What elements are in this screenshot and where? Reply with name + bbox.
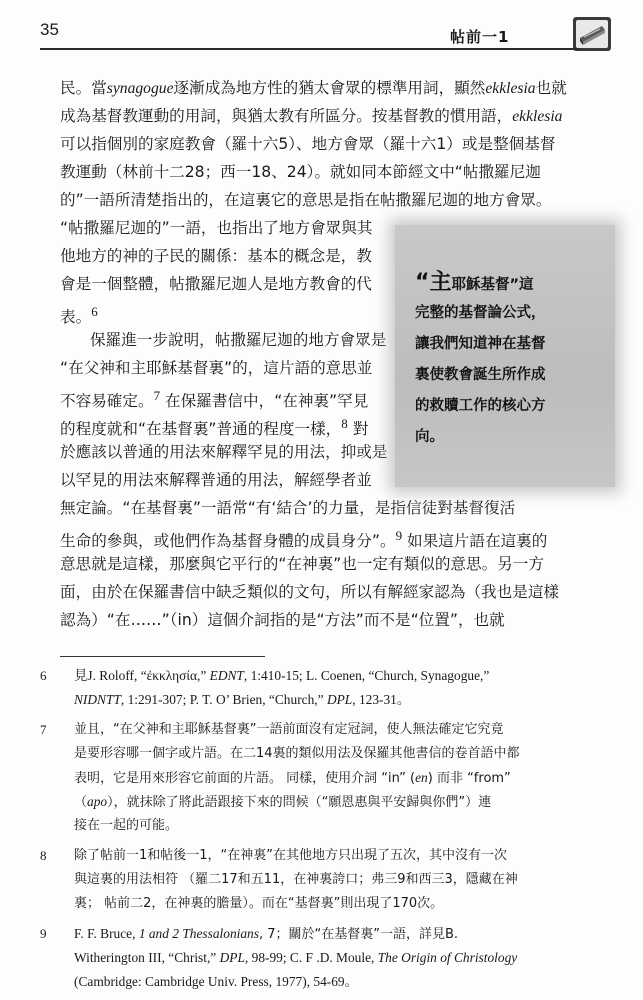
footnote-number: 9 — [40, 926, 47, 941]
body-line: 教運動（林前十二28；西一18、24）。就如同本節經文中“帖撒羅尼迦 — [60, 163, 541, 181]
footnote-6 — [40, 664, 580, 712]
footnote-line: 裏； 帖前二2，在神裏的膽量）。而在“基督裏”則出現了170次。 — [74, 896, 444, 911]
body-line: 表。$^6$ — [60, 304, 98, 327]
pull-quote-line: 的救贖工作的核心方 — [415, 398, 546, 414]
body-line: 的程度就和“在基督裏”普通的程度一樣，$^8$ 對 — [60, 416, 369, 439]
pull-quote-line: 讓我們知道神在基督 — [415, 336, 546, 352]
footnote-7 — [40, 718, 580, 838]
footnote-number: 6 — [40, 668, 47, 683]
body-line: 認為）“在……”（in）這個介詞指的是“方法”而不是“位置”，也就 — [60, 611, 505, 629]
body-line: 可以指個別的家庭教會（羅十六5）、地方會眾（羅十六1）或是整個基督 — [60, 135, 556, 153]
body-line: 民。當synagogue逐漸成為地方性的猶太會眾的標準用詞，顯然ekklesia也就 — [60, 79, 567, 97]
pull-quote-line: 向。 — [415, 429, 444, 445]
page-number: 35 — [40, 20, 59, 39]
footnote-ref: 8 — [341, 416, 348, 431]
running-title: 帖前一1 — [450, 28, 510, 46]
body-line: 保羅進一步說明，帖撒羅尼迦的地方會眾是 — [90, 331, 387, 349]
book-icon — [572, 16, 612, 52]
pull-quote-text — [415, 267, 605, 453]
footnote-ref: 6 — [91, 304, 98, 319]
body-line: 成為基督教運動的用詞，與猶太教有所區分。按基督教的慣用語，ekklesia — [60, 107, 563, 125]
body-line: 無定論。“在基督裏”一語常“有‘結合’的力量，是指信徒對基督復活 — [60, 499, 516, 517]
pull-quote-box — [395, 225, 615, 487]
body-line: “在父神和主耶穌基督裏”的，這片語的意思並 — [60, 359, 373, 377]
footnote-line: Witherington III, “Christ,” DPL, 98-99; C. F .D. Moule, The Origin of Christology — [74, 950, 518, 965]
footnote-line: NIDNTT, 1:291-307; P. T. O’ Brien, “Church,” DPL, 123-31。 — [74, 692, 411, 707]
footnote-line: （apo），就抹除了將此語跟接下來的問候（“願恩惠與平安歸與你們”）連 — [74, 794, 492, 810]
footnote-line: F. F. Bruce, 1 and 2 Thessalonians, 7；關於“在基督裏”一語，詳見B. — [74, 926, 459, 942]
body-line: 的”一語所清楚指出的，在這裏它的意思是指在帖撒羅尼迦的地方會眾。 — [60, 191, 552, 209]
footnote-rule — [60, 656, 265, 657]
body-line: 面，由於在保羅書信中缺乏類似的文句，所以有解經家認為（我也是這樣 — [60, 583, 560, 601]
footnote-9 — [40, 922, 580, 994]
pull-quote-line: 裏使教會誕生所作成 — [415, 367, 546, 383]
footnote-ref: 7 — [153, 388, 161, 403]
footnote-line: (Cambridge: Cambridge Univ. Press, 1977), 54-69。 — [74, 974, 359, 989]
body-line: 不容易確定。$^7$ 在保羅書信中，“在神裏”罕見 — [60, 388, 369, 411]
footnote-ref: 9 — [395, 528, 403, 543]
pull-quote-line: “主耶穌基督”這 — [415, 270, 534, 295]
header-rule — [40, 48, 580, 50]
footnote-line: 見J. Roloff, “ἐκκλησία,” EDNT, 1:410-15; L. Coenen, “Church, Synagogue,” — [74, 668, 490, 683]
body-line: 生命的參與，或他們作為基督身體的成員身分”。$^9$ 如果這片語在這裏的 — [60, 528, 548, 551]
pull-quote-line: 完整的基督論公式， — [415, 305, 546, 321]
footnote-8 — [40, 844, 580, 916]
footnote-line: 除了帖前一1和帖後一1，“在神裏”在其他地方只出現了五次，其中沒有一次 — [74, 848, 508, 863]
footnotes — [40, 664, 580, 994]
body-line: 於應該以普通的用法來解釋罕見的用法，抑或是 — [60, 443, 388, 461]
footnote-line: 並且，“在父神和主耶穌基督裏”一語前面沒有定冠詞，使人無法確定它究竟 — [74, 722, 504, 737]
body-line: 意思就是這樣，那麼與它平行的“在神裏”也一定有類似的意思。另一方 — [60, 555, 544, 573]
footnote-line: 是要形容哪一個字或片語。在二14裏的類似用法及保羅其他書信的卷首語中都 — [74, 746, 520, 761]
footnote-number: 7 — [40, 722, 47, 737]
body-line: 以罕見的用法來解釋普通的用法，解經學者並 — [60, 471, 372, 489]
footnote-line: 表明，它是用來形容它前面的片語。 同樣，使用介詞 “in” (en) 而非 “from” — [74, 770, 511, 786]
body-line: 會是一個整體，帖撒羅尼迦人是地方教會的代 — [60, 275, 372, 293]
footnote-line: 接在一起的可能。 — [74, 818, 179, 833]
body-line: 他地方的神的子民的關係：基本的概念是，教 — [60, 247, 372, 265]
footnote-line: 與這裏的用法相符 （羅二17和五11，在神裏誇口；弗三9和西三3，隱藏在神 — [74, 872, 518, 887]
body-line: “帖撒羅尼迦的”一語，也指出了地方會眾與其 — [60, 219, 373, 237]
page-header — [0, 0, 643, 52]
footnote-number: 8 — [40, 848, 47, 863]
